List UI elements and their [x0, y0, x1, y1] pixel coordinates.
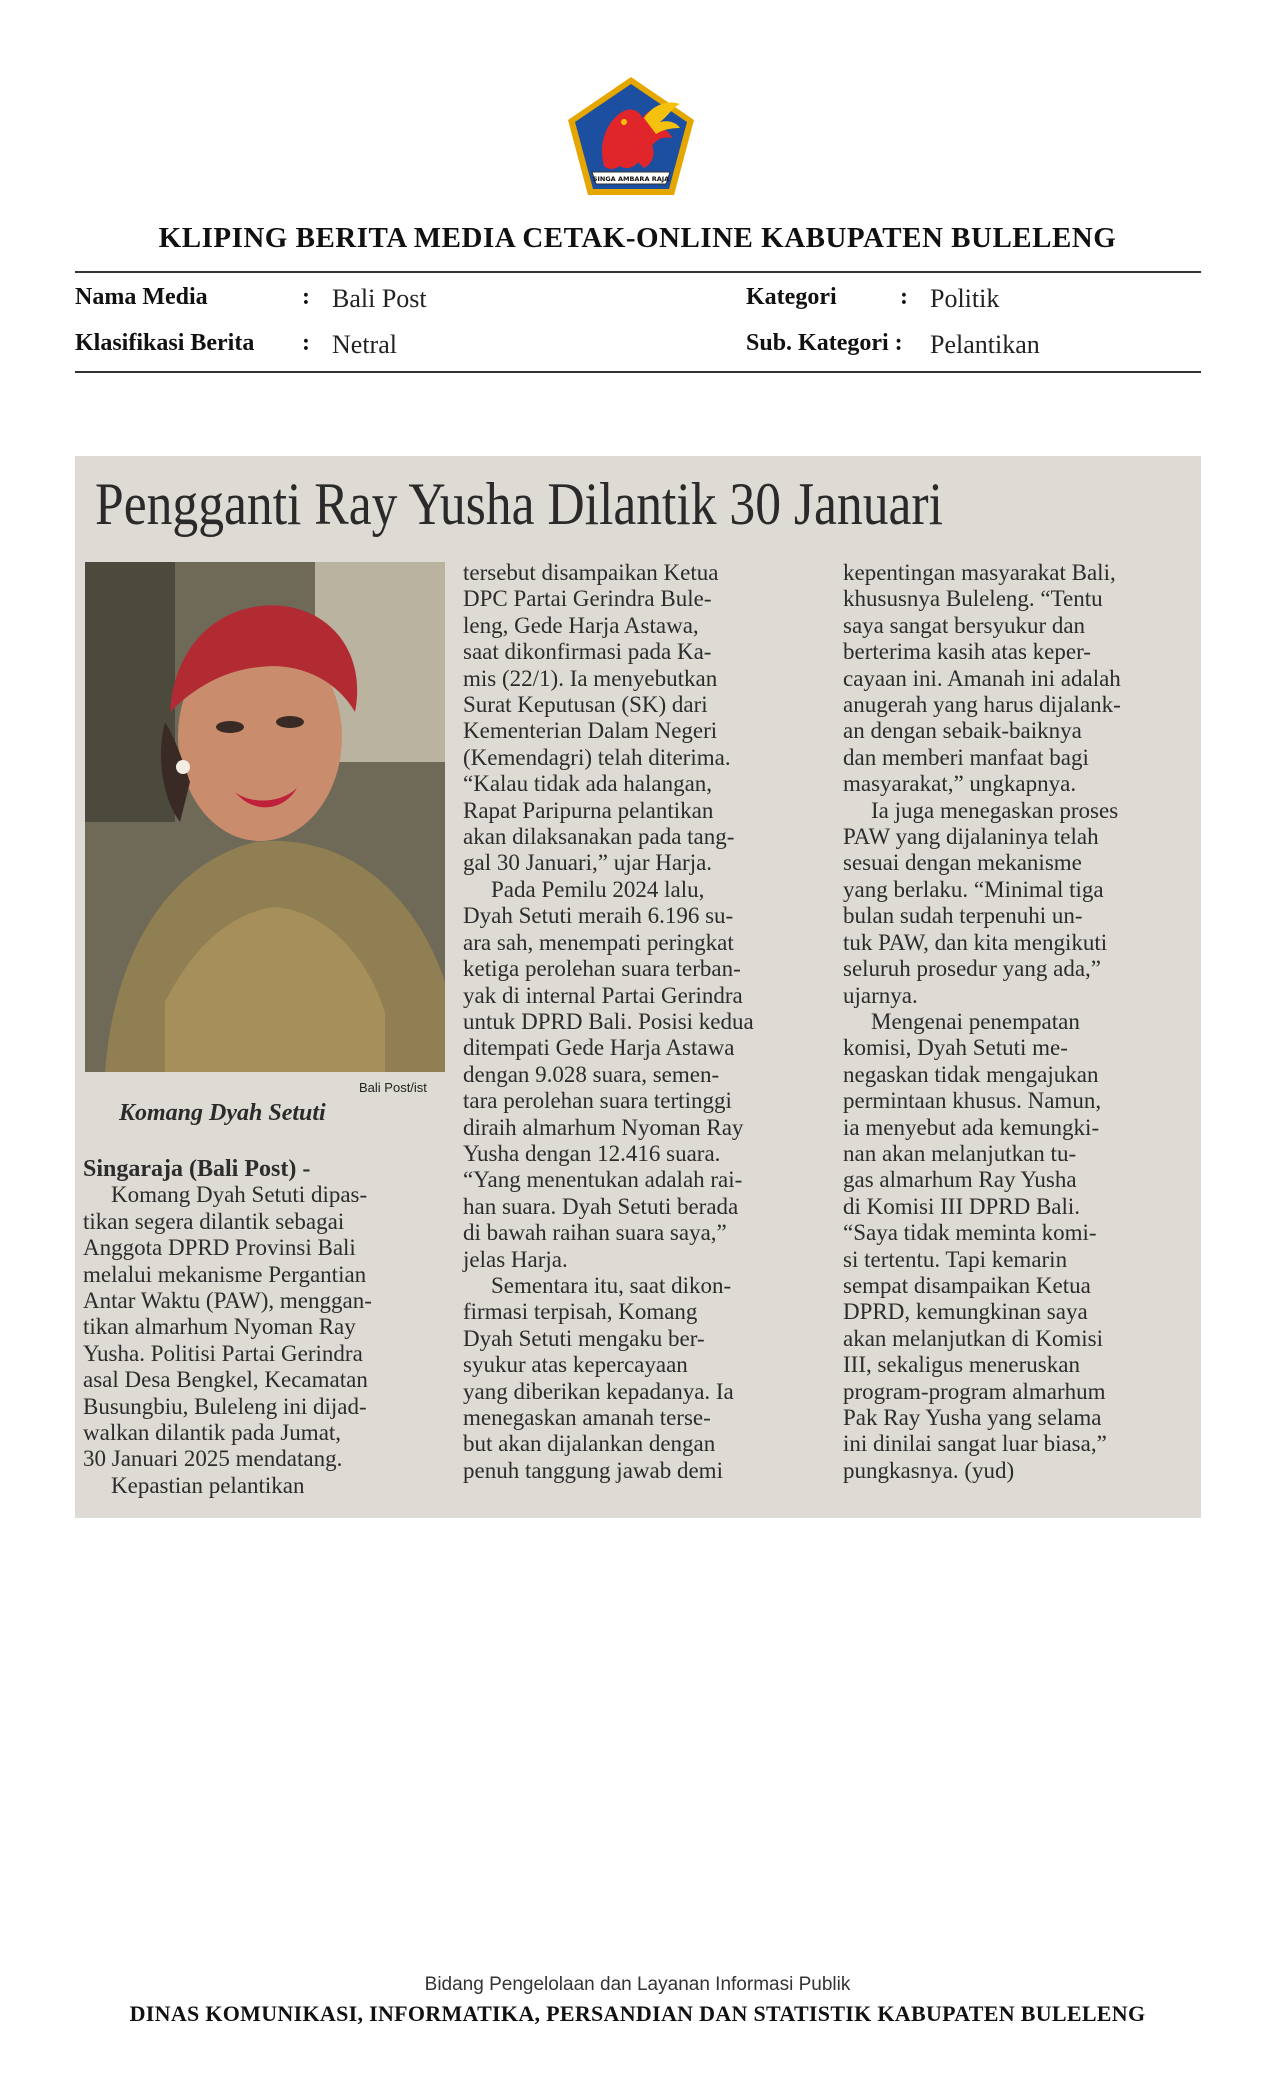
paragraph-line: saat dikonfirmasi pada Ka-: [463, 639, 712, 665]
paragraph-line: melalui mekanisme Pergantian: [83, 1261, 367, 1287]
paragraph-line: penuh tanggung jawab demi: [463, 1457, 723, 1483]
paragraph-line: kepentingan masyarakat Bali,: [843, 560, 1116, 585]
paragraph-line: Rapat Paripurna pelantikan: [463, 797, 714, 823]
paragraph-line: Yusha dengan 12.416 suara.: [463, 1140, 721, 1166]
article-column-3: [843, 560, 1189, 1484]
dateline: Singaraja (Bali Post) -: [83, 1156, 311, 1182]
paragraph-line: (Kemendagri) telah diterima.: [463, 744, 731, 770]
paragraph-line: sesuai dengan mekanisme: [843, 850, 1082, 876]
paragraph-line: III, sekaligus meneruskan: [843, 1352, 1080, 1378]
footer-agency: DINAS KOMUNIKASI, INFORMATIKA, PERSANDIAN DAN STATISTIK KABUPATEN BULELENG: [129, 2001, 1146, 2026]
paragraph-line: jelas Harja.: [463, 1246, 568, 1272]
divider-top: [75, 271, 1201, 273]
paragraph-line: anugerah yang harus dijalank-: [843, 692, 1121, 718]
paragraph-line: ara sah, menempati peringkat: [463, 929, 734, 955]
paragraph-line: Dyah Setuti mengaku ber-: [463, 1325, 705, 1351]
paragraph-line: untuk DPRD Bali. Posisi kedua: [463, 1008, 754, 1034]
paragraph-line: but akan dijalankan dengan: [463, 1431, 716, 1457]
paragraph-line: seluruh prosedur yang ada,”: [843, 956, 1102, 982]
paragraph-line: komisi, Dyah Setuti me-: [843, 1035, 1068, 1061]
paragraph-line: ini dinilai sangat luar biasa,”: [843, 1431, 1107, 1457]
document-title: KLIPING BERITA MEDIA CETAK-ONLINE KABUPATEN BULELENG: [158, 222, 1117, 254]
sub-kategori-value: Pelantikan: [930, 330, 1040, 359]
paragraph-line: tikan segera dilantik sebagai: [83, 1208, 345, 1234]
media-label: Nama Media: [75, 284, 208, 310]
paragraph-line: di bawah raihan suara saya,”: [463, 1220, 727, 1246]
paragraph-line: sempat disampaikan Ketua: [843, 1272, 1091, 1298]
article-headline: Pengganti Ray Yusha Dilantik 30 Januari: [95, 471, 943, 537]
paragraph-line: tersebut disampaikan Ketua: [463, 560, 719, 585]
paragraph-line: Surat Keputusan (SK) dari: [463, 692, 708, 718]
paragraph-line: mis (22/1). Ia menyebutkan: [463, 665, 718, 691]
photo-credit: Bali Post/ist: [359, 1080, 427, 1095]
paragraph-line: Antar Waktu (PAW), menggan-: [83, 1288, 372, 1314]
paragraph-line: leng, Gede Harja Astawa,: [463, 612, 699, 638]
paragraph-line: ditempati Gede Harja Astawa: [463, 1035, 735, 1061]
paragraph-line: Kementerian Dalam Negeri: [463, 718, 718, 744]
paragraph-line: 30 Januari 2025 mendatang.: [83, 1446, 343, 1472]
paragraph-line: walkan dilantik pada Jumat,: [83, 1420, 342, 1446]
paragraph-line: Pada Pemilu 2024 lalu,: [491, 876, 705, 902]
paragraph-line: ujarnya.: [843, 982, 918, 1008]
paragraph-line: “Kalau tidak ada halangan,: [463, 771, 713, 797]
kategori-label: Kategori: [746, 284, 837, 310]
paragraph-line: yang diberikan kepadanya. Ia: [463, 1378, 734, 1404]
paragraph-line: “Yang menentukan adalah rai-: [463, 1167, 743, 1193]
media-value: Bali Post: [332, 284, 427, 313]
paragraph-line: akan melanjutkan di Komisi: [843, 1325, 1103, 1351]
photo-caption: Komang Dyah Setuti: [119, 1100, 326, 1126]
paragraph-line: han suara. Dyah Setuti berada: [463, 1193, 739, 1219]
newspaper-clipping: [75, 456, 1201, 1518]
paragraph-line: yang berlaku. “Minimal tiga: [843, 876, 1104, 902]
paragraph-line: yak di internal Partai Gerindra: [463, 982, 743, 1008]
paragraph-line: “Saya tidak meminta komi-: [843, 1220, 1097, 1246]
sub-kategori-label: Sub. Kategori :: [746, 330, 903, 356]
paragraph-line: nan akan melanjutkan tu-: [843, 1140, 1077, 1166]
kategori-value: Politik: [930, 284, 1000, 313]
paragraph-line: ketiga perolehan suara terban-: [463, 956, 741, 982]
paragraph-line: program-program almarhum: [843, 1378, 1106, 1404]
paragraph-line: firmasi terpisah, Komang: [463, 1299, 698, 1325]
logo-motto: SINGA AMBARA RAJA: [592, 175, 670, 183]
kategori-colon: :: [900, 284, 908, 310]
paragraph-line: PAW yang dijalaninya telah: [843, 824, 1099, 850]
paragraph-line: khususnya Buleleng. “Tentu: [843, 586, 1103, 612]
paragraph-line: menegaskan amanah terse-: [463, 1405, 711, 1430]
paragraph-line: Ia juga menegaskan proses: [871, 797, 1119, 823]
paragraph-line: Yusha. Politisi Partai Gerindra: [83, 1340, 363, 1366]
paragraph-line: di Komisi III DPRD Bali.: [843, 1193, 1081, 1219]
article-column-2: [463, 560, 819, 1484]
paragraph-line: tara perolehan suara tertinggi: [463, 1088, 732, 1114]
paragraph-line: Komang Dyah Setuti dipas-: [111, 1182, 368, 1208]
klasifikasi-colon: :: [302, 330, 310, 356]
paragraph-line: tikan almarhum Nyoman Ray: [83, 1314, 356, 1340]
paragraph-line: gas almarhum Ray Yusha: [843, 1167, 1077, 1193]
paragraph-line: diraih almarhum Nyoman Ray: [463, 1114, 744, 1140]
media-colon: :: [302, 284, 310, 310]
paragraph-line: dan memberi manfaat bagi: [843, 744, 1089, 770]
paragraph-line: Kepastian pelantikan: [111, 1472, 305, 1498]
paragraph-line: masyarakat,” ungkapnya.: [843, 771, 1077, 797]
paragraph-line: Dyah Setuti meraih 6.196 su-: [463, 903, 734, 929]
portrait-photo: [85, 562, 445, 1072]
paragraph-line: akan dilaksanakan pada tang-: [463, 824, 735, 850]
paragraph-line: cayaan ini. Amanah ini adalah: [843, 665, 1121, 691]
singa-ambara-raja-logo: [564, 74, 698, 198]
paragraph-line: saya sangat bersyukur dan: [843, 612, 1086, 638]
paragraph-line: syukur atas kepercayaan: [463, 1352, 688, 1378]
footer-subtitle: Bidang Pengelolaan dan Layanan Informasi Publik: [424, 1974, 851, 1995]
paragraph-line: Busungbiu, Buleleng ini dijad-: [83, 1393, 367, 1419]
paragraph-line: Anggota DPRD Provinsi Bali: [83, 1235, 356, 1261]
paragraph-line: gal 30 Januari,” ujar Harja.: [463, 850, 713, 876]
paragraph-line: Sementara itu, saat dikon-: [491, 1272, 732, 1298]
paragraph-line: pungkasnya. (yud): [843, 1457, 1015, 1483]
paragraph-line: permintaan khusus. Namun,: [843, 1088, 1102, 1114]
klasifikasi-label: Klasifikasi Berita: [75, 330, 255, 356]
article-column-1: [83, 1156, 443, 1499]
paragraph-line: DPRD, kemungkinan saya: [843, 1299, 1088, 1325]
paragraph-line: berterima kasih atas keper-: [843, 639, 1091, 665]
paragraph-line: ia menyebut ada kemungki-: [843, 1114, 1100, 1140]
paragraph-line: asal Desa Bengkel, Kecamatan: [83, 1367, 368, 1393]
divider-bottom: [75, 371, 1201, 373]
paragraph-line: negaskan tidak mengajukan: [843, 1061, 1099, 1087]
paragraph-line: Mengenai penempatan: [871, 1008, 1080, 1034]
paragraph-line: dengan 9.028 suara, semen-: [463, 1061, 720, 1087]
paragraph-line: an dengan sebaik-baiknya: [843, 718, 1082, 744]
paragraph-line: si tertentu. Tapi kemarin: [843, 1246, 1068, 1272]
paragraph-line: tuk PAW, dan kita mengikuti: [843, 929, 1108, 955]
paragraph-line: Pak Ray Yusha yang selama: [843, 1405, 1102, 1430]
paragraph-line: bulan sudah terpenuhi un-: [843, 903, 1083, 929]
klasifikasi-value: Netral: [332, 330, 397, 359]
paragraph-line: DPC Partai Gerindra Bule-: [463, 586, 712, 612]
